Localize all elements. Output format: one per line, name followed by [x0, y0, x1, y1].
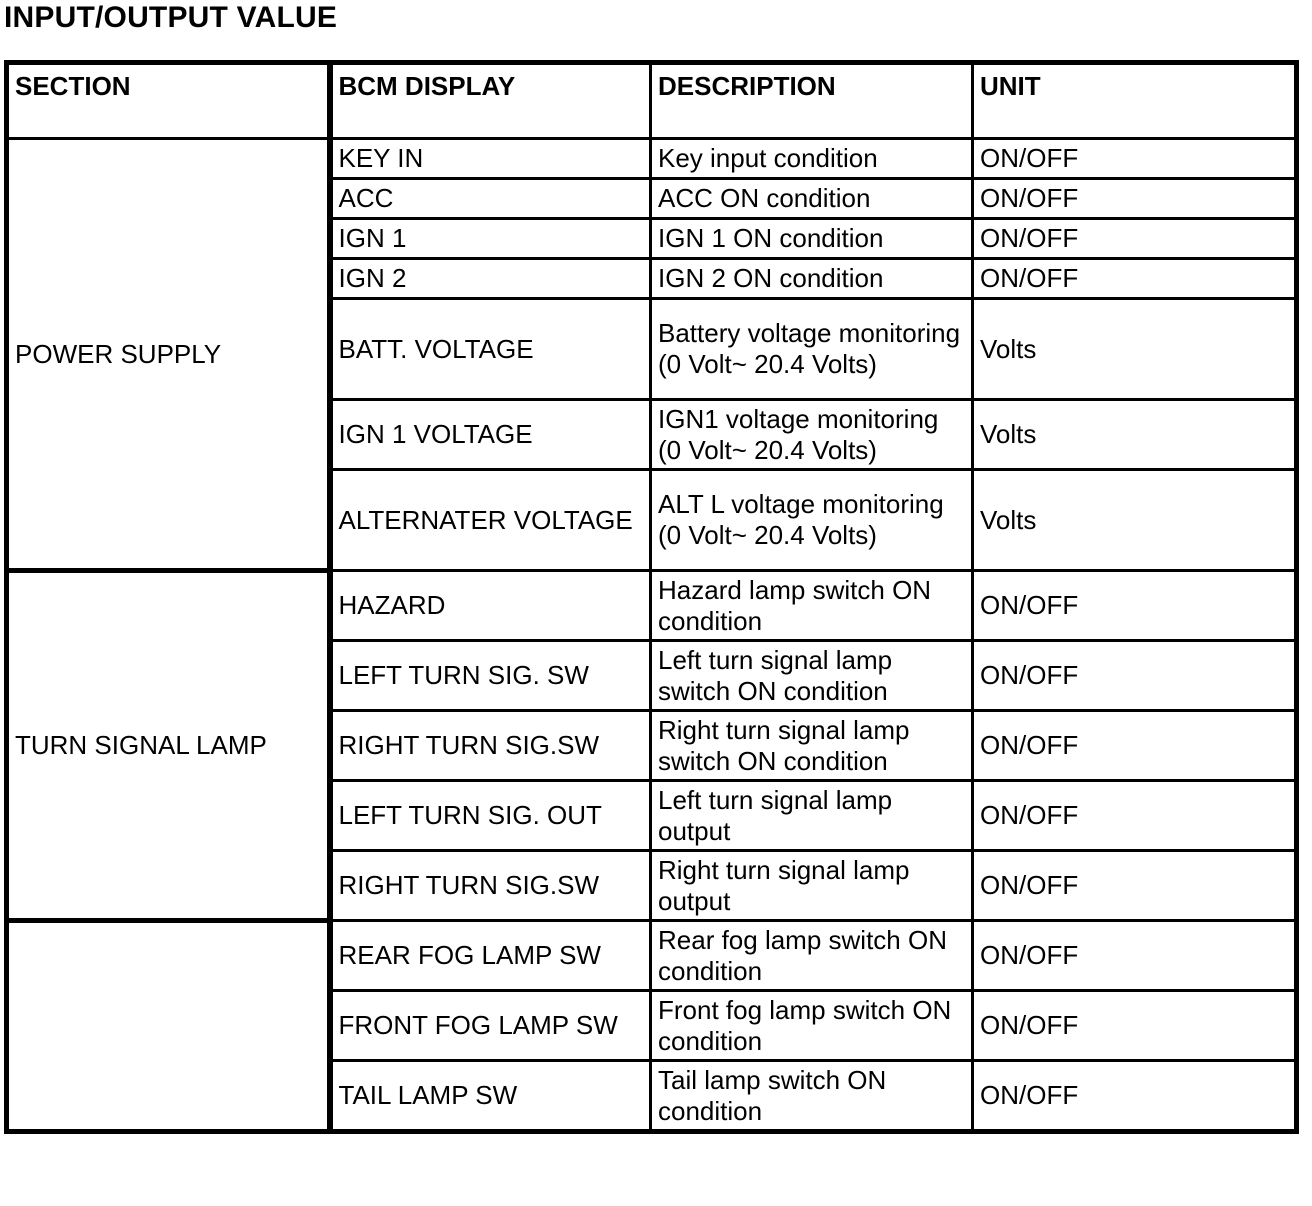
description-cell: Left turn signal lamp switch ON condition [651, 641, 973, 711]
unit-cell: ON/OFF [973, 851, 1297, 921]
unit-cell: ON/OFF [973, 1061, 1297, 1132]
column-header-bcm-display: BCM DISPLAY [330, 63, 651, 139]
description-cell: IGN 2 ON condition [651, 259, 973, 299]
bcm-display-cell: REAR FOG LAMP SW [330, 921, 651, 991]
unit-cell: ON/OFF [973, 921, 1297, 991]
section-cell [7, 921, 330, 1132]
unit-cell: Volts [973, 299, 1297, 400]
description-cell: Key input condition [651, 139, 973, 179]
bcm-display-cell: ALTERNATER VOLTAGE [330, 470, 651, 571]
column-header-description: DESCRIPTION [651, 63, 973, 139]
bcm-display-cell: RIGHT TURN SIG.SW [330, 711, 651, 781]
description-cell: Hazard lamp switch ON condition [651, 571, 973, 641]
column-header-unit: UNIT [973, 63, 1297, 139]
description-cell: Tail lamp switch ON condition [651, 1061, 973, 1132]
description-cell: IGN 1 ON condition [651, 219, 973, 259]
description-cell: Right turn signal lamp output [651, 851, 973, 921]
description-cell: Front fog lamp switch ON condition [651, 991, 973, 1061]
bcm-display-cell: IGN 1 [330, 219, 651, 259]
table-row [7, 139, 1297, 179]
unit-cell: ON/OFF [973, 219, 1297, 259]
description-cell: Right turn signal lamp switch ON condition [651, 711, 973, 781]
description-cell: ALT L voltage monitoring (0 Volt~ 20.4 Volts) [651, 470, 973, 571]
bcm-display-cell: ACC [330, 179, 651, 219]
unit-cell: ON/OFF [973, 139, 1297, 179]
unit-cell: ON/OFF [973, 641, 1297, 711]
page-title: INPUT/OUTPUT VALUE [4, 1, 338, 34]
unit-cell: Volts [973, 470, 1297, 571]
bcm-display-cell: IGN 2 [330, 259, 651, 299]
column-header-section: SECTION [7, 63, 330, 139]
description-cell: ACC ON condition [651, 179, 973, 219]
description-cell: Left turn signal lamp output [651, 781, 973, 851]
section-cell: POWER SUPPLY [7, 139, 330, 571]
bcm-display-cell: RIGHT TURN SIG.SW [330, 851, 651, 921]
unit-cell: ON/OFF [973, 781, 1297, 851]
bcm-display-cell: FRONT FOG LAMP SW [330, 991, 651, 1061]
table-row [7, 571, 1297, 641]
bcm-display-cell: LEFT TURN SIG. SW [330, 641, 651, 711]
bcm-display-cell: IGN 1 VOLTAGE [330, 400, 651, 470]
unit-cell: Volts [973, 400, 1297, 470]
description-cell: Rear fog lamp switch ON condition [651, 921, 973, 991]
bcm-display-cell: KEY IN [330, 139, 651, 179]
unit-cell: ON/OFF [973, 259, 1297, 299]
bcm-display-cell: HAZARD [330, 571, 651, 641]
bcm-display-cell: BATT. VOLTAGE [330, 299, 651, 400]
unit-cell: ON/OFF [973, 179, 1297, 219]
io-value-table [4, 60, 1299, 1134]
unit-cell: ON/OFF [973, 991, 1297, 1061]
unit-cell: ON/OFF [973, 711, 1297, 781]
description-cell: IGN1 voltage monitoring (0 Volt~ 20.4 Volts) [651, 400, 973, 470]
bcm-display-cell: TAIL LAMP SW [330, 1061, 651, 1132]
unit-cell: ON/OFF [973, 571, 1297, 641]
section-cell: TURN SIGNAL LAMP [7, 571, 330, 921]
bcm-display-cell: LEFT TURN SIG. OUT [330, 781, 651, 851]
description-cell: Battery voltage monitoring (0 Volt~ 20.4 Volts) [651, 299, 973, 400]
table-header-row [7, 63, 1297, 139]
table-row [7, 921, 1297, 991]
